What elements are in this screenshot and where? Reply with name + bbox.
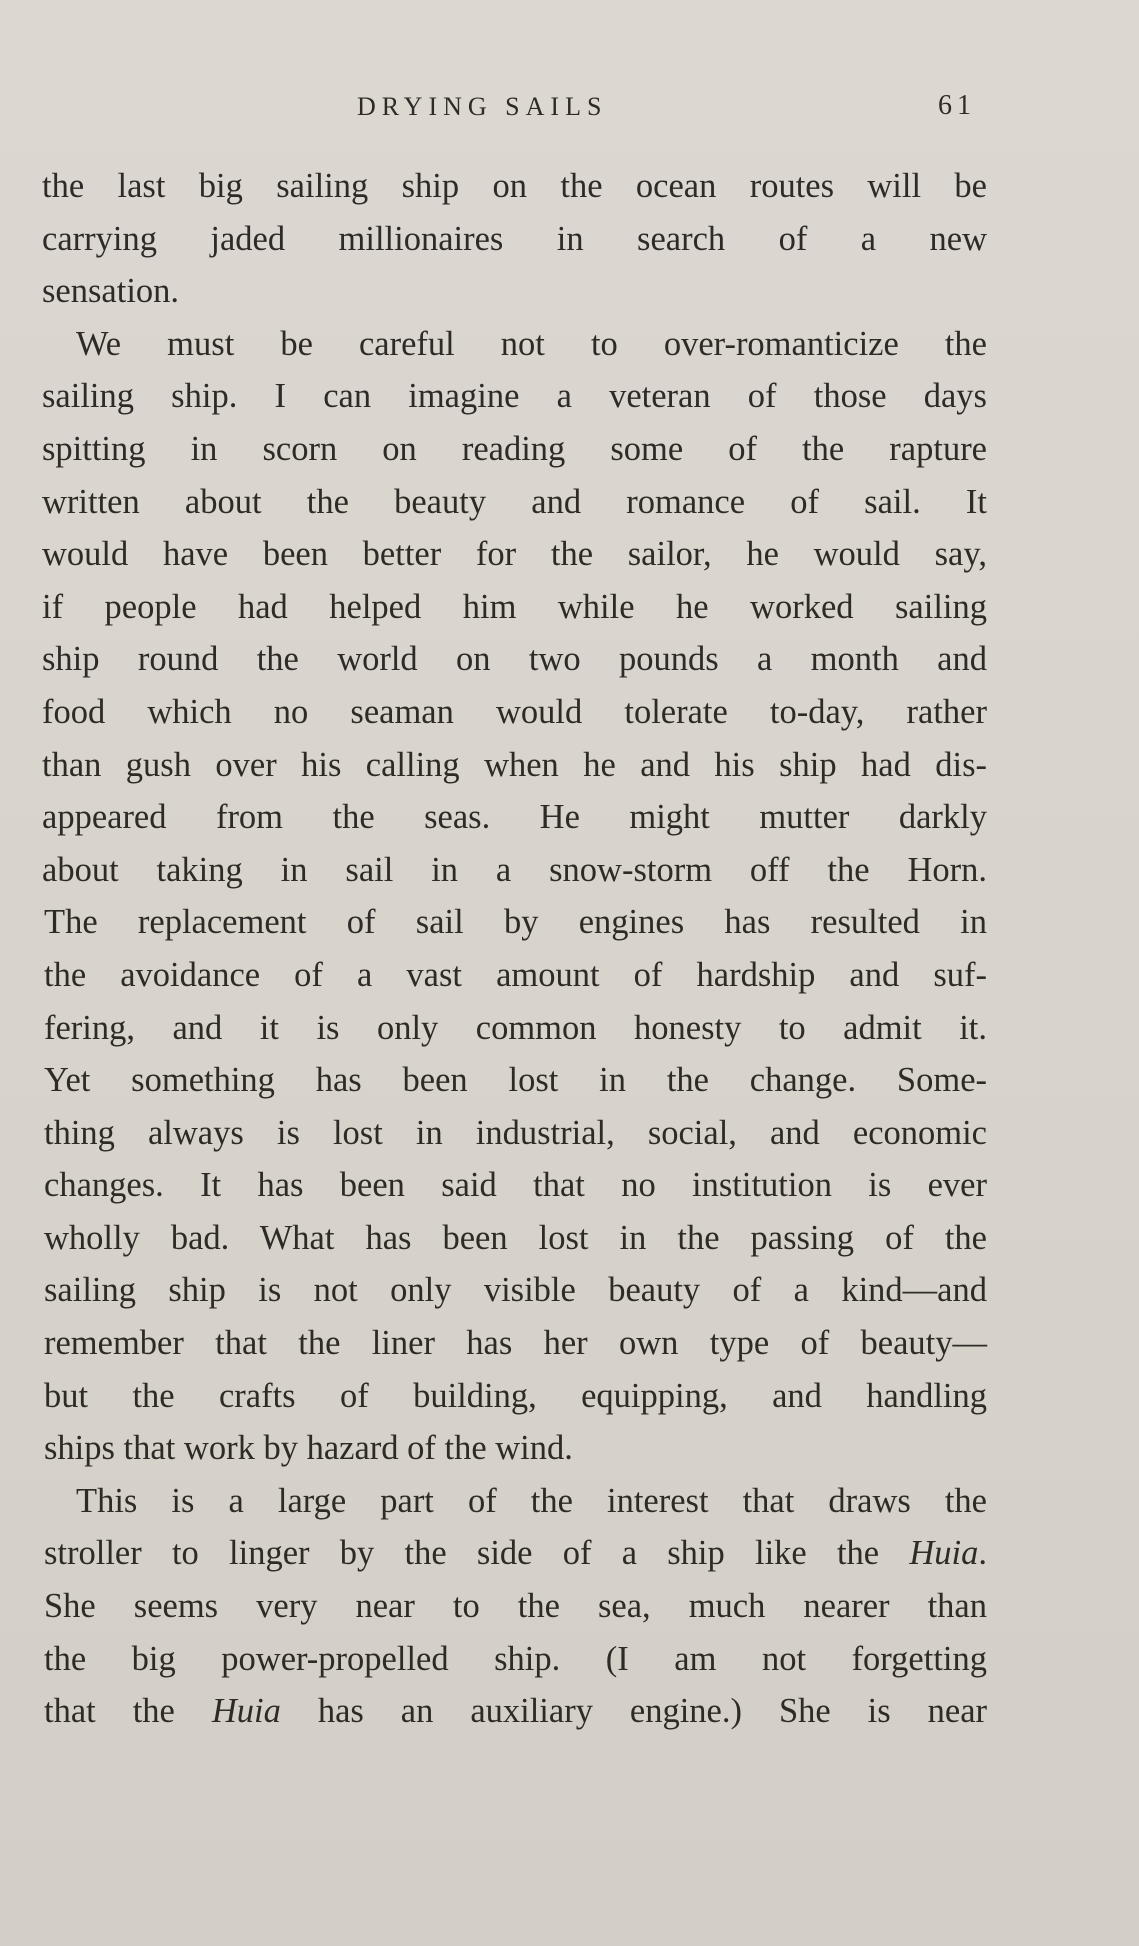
running-head bbox=[0, 92, 1139, 132]
text-segment: . bbox=[978, 1534, 987, 1573]
text-line: would have been better for the sailor, he would say, bbox=[42, 535, 987, 574]
text-line: the last big sailing ship on the ocean routes will be bbox=[42, 167, 987, 205]
text-segment: has an auxiliary engine.) She is near bbox=[317, 1692, 988, 1731]
text-segment: stroller to linger by the side of a ship like the bbox=[44, 1534, 880, 1573]
text-line bbox=[32, 1685, 987, 1738]
text-line: ships that work by hazard of the wind. bbox=[44, 1429, 573, 1468]
text-line: the big power-propelled ship. (I am not forgetting bbox=[44, 1639, 987, 1678]
text-line: changes. It has been said that no institution is ever bbox=[44, 1166, 987, 1205]
text-line: Yet something has been lost in the change. Some- bbox=[44, 1061, 987, 1100]
paragraph-first-line: This is a large part of the interest that draws the bbox=[76, 1481, 987, 1520]
text-line: sailing ship is not only visible beauty of a kind—and bbox=[44, 1271, 987, 1310]
text-segment: that the bbox=[44, 1692, 175, 1731]
chapter-title: DRYING SAILS bbox=[357, 92, 608, 121]
text-line: thing always is lost in industrial, social, and economic bbox=[44, 1113, 987, 1152]
paragraph-first-line: We must be careful not to over-romanticize the bbox=[76, 324, 987, 363]
text-line: the avoidance of a vast amount of hardship and suf- bbox=[44, 955, 987, 994]
text-line: sensation. bbox=[42, 272, 180, 311]
text-line: than gush over his calling when he and his ship had dis- bbox=[42, 745, 987, 784]
text-line: ship round the world on two pounds a month and bbox=[42, 640, 987, 679]
text-line: She seems very near to the sea, much nearer than bbox=[44, 1587, 987, 1626]
text-line: spitting in scorn on reading some of the rapture bbox=[42, 429, 987, 468]
ship-name: Huia bbox=[909, 1534, 979, 1573]
ship-name: Huia bbox=[211, 1692, 281, 1731]
body-text bbox=[32, 160, 987, 1738]
text-line: The replacement of sail by engines has resulted in bbox=[44, 903, 987, 942]
text-line: if people had helped him while he worked sailing bbox=[42, 587, 987, 626]
text-line: but the crafts of building, equipping, and handling bbox=[44, 1376, 987, 1415]
text-line: carrying jaded millionaires in search of a new bbox=[42, 219, 987, 258]
page-number: 61 bbox=[938, 90, 976, 121]
text-line: sailing ship. I can imagine a veteran of those days bbox=[42, 377, 987, 416]
text-line: about taking in sail in a snow-storm off the Horn. bbox=[42, 850, 987, 889]
text-line bbox=[32, 1527, 987, 1580]
text-line: appeared from the seas. He might mutter darkly bbox=[42, 798, 987, 837]
text-line: fering, and it is only common honesty to admit it. bbox=[44, 1008, 987, 1047]
text-line: wholly bad. What has been lost in the passing of the bbox=[44, 1218, 987, 1257]
text-line: food which no seaman would tolerate to-day, rather bbox=[42, 692, 987, 731]
text-line: written about the beauty and romance of sail. It bbox=[42, 482, 987, 521]
text-line: remember that the liner has her own type of beauty— bbox=[44, 1324, 987, 1363]
